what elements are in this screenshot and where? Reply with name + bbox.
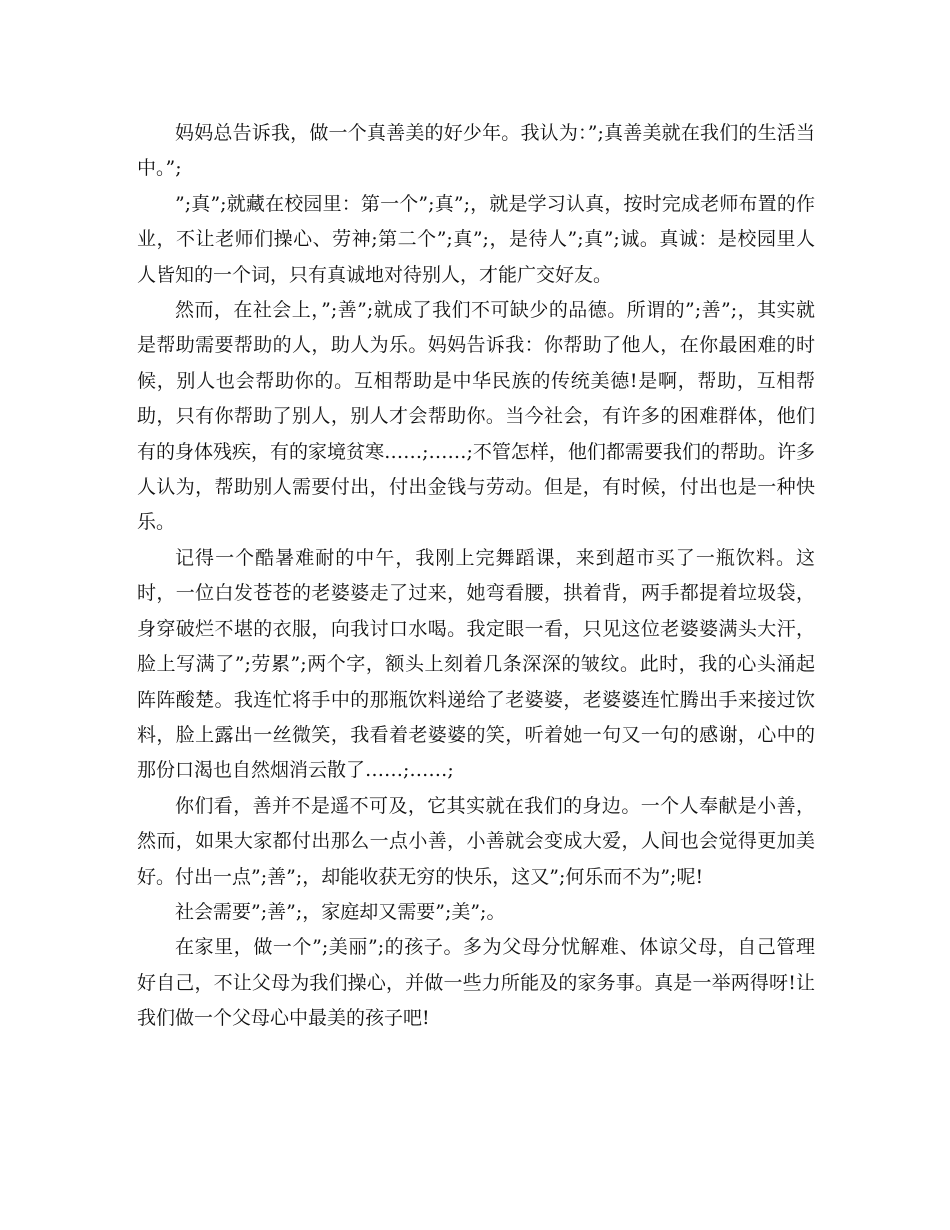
paragraph-5: 你们看，善并不是遥不可及，它其实就在我们的身边。一个人奉献是小善，然而，如果大家都付出那么一点小善，小善就会变成大爱，人间也会觉得更加美好。付出一点”;善”;，却能收获无穷的快乐，这又”;何乐而不为”;呢! [137,794,815,888]
document-body [137,116,815,1037]
paragraph-2: ”;真”;就藏在校园里：第一个”;真”;，就是学习认真，按时完成老师布置的作业，不让老师们操心、劳神;第二个”;真”;，是待人”;真”;诚。真诚：是校园里人人皆知的一个词，只有真诚地对待别人，才能广交好友。 [137,192,815,286]
paragraph-1: 妈妈总告诉我，做一个真善美的好少年。我认为：”;真善美就在我们的生活当中。”; [137,122,815,180]
paragraph-4: 记得一个酷暑难耐的中午，我刚上完舞蹈课，来到超市买了一瓶饮料。这时，一位白发苍苍的老婆婆走了过来，她弯看腰，拱着背，两手都提着垃圾袋，身穿破烂不堪的衣服，向我讨口水喝。我定眼一看，只见这位老婆婆满头大汗，脸上写满了”;劳累”;两个字，额头上刻着几条深深的皱纹。此时，我的心头涌起阵阵酸楚。我连忙将手中的那瓶饮料递给了老婆婆，老婆婆连忙腾出手来接过饮料，脸上露出一丝微笑，我看着老婆婆的笑，听着她一句又一句的感谢，心中的那份口渴也自然烟消云散了……;……; [137,546,815,782]
paragraph-3: 然而，在社会上，”;善”;就成了我们不可缺少的品德。所谓的”;善”;，其实就是帮助需要帮助的人，助人为乐。妈妈告诉我：你帮助了他人，在你最困难的时候，别人也会帮助你的。互相帮助是中华民族的传统美德!是啊，帮助，互相帮助，只有你帮助了别人，别人才会帮助你。当今社会，有许多的困难群体，他们有的身体残疾，有的家境贫寒……;……;不管怎样，他们都需要我们的帮助。许多人认为，帮助别人需要付出，付出金钱与劳动。但是，有时候，付出也是一种快乐。 [137,299,815,534]
paragraph-7: 在家里，做一个”;美丽”;的孩子。多为父母分忧解难、体谅父母，自己管理好自己，不让父母为我们操心，并做一些力所能及的家务事。真是一举两得呀!让我们做一个父母心中最美的孩子吧! [137,936,815,1030]
paragraph-6: 社会需要”;善”;，家庭却又需要”;美”;。 [175,900,506,923]
